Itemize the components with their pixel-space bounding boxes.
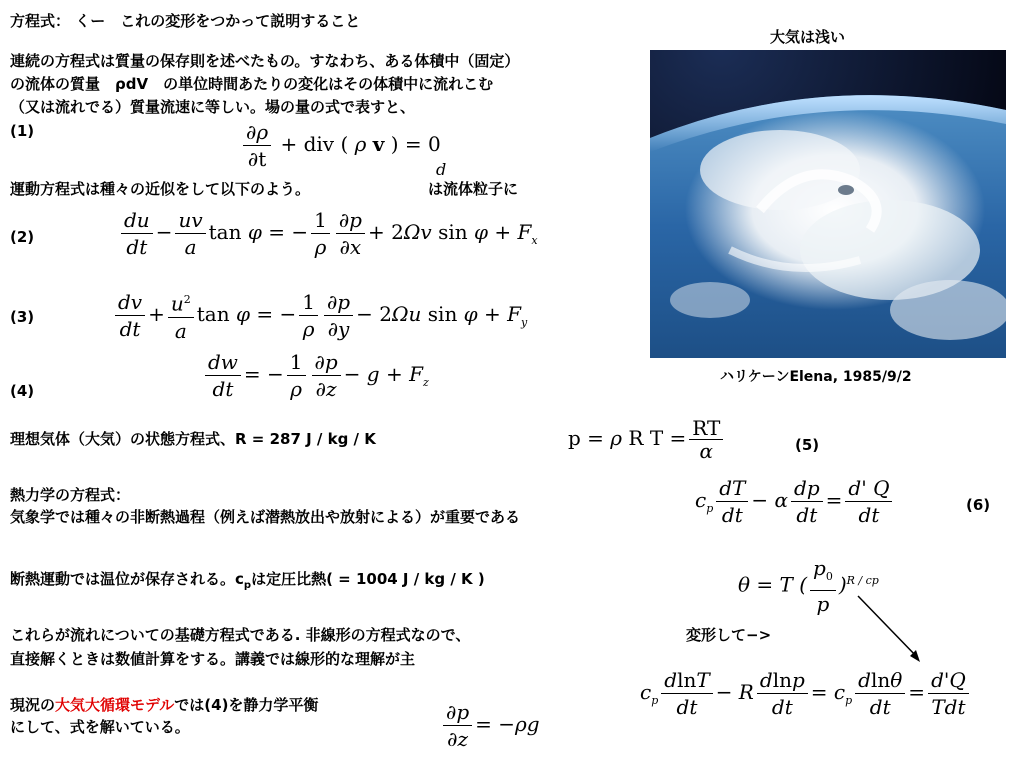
equation-number-1: (1) <box>10 122 35 140</box>
motion-equation-v: $\frac{dv}{dt}$ + $\frac{u^2}{a}$ tan φ = − $\frac{1}{\rho}$ $\frac{\partial p}{\partial y}$ − 2Ωu $\sin \varphi + F_y$ <box>112 288 527 343</box>
photo-caption: ハリケーンElena, 1985/9/2 <box>720 369 912 385</box>
photo-title: 大気は浅い <box>770 28 846 46</box>
thermo-line-2: 気象学では種々の非断熱過程（例えば潜熱放出や放射による）が重要である <box>10 508 521 526</box>
motion-note-symbol: d <box>436 160 447 179</box>
transform-label: 変形して−> <box>686 626 772 644</box>
arrow-icon <box>850 590 930 670</box>
current-line-1: 現況の大気大循環モデルでは(4)を静力学平衡 <box>10 696 319 714</box>
equation-number-5: (5) <box>795 436 820 454</box>
adiabatic-text: 断熱運動では温位が保存される。$c_p$は定圧比熱( = 1004 J / kg / K ) <box>10 570 485 591</box>
continuity-equation: $\frac{\partial\rho}{\partial t}$ + div ( ρ v ) = 0 <box>240 120 441 171</box>
continuity-line-2: の流体の質量 ρdV の単位時間あたりの変化はその体積中に流れこむ <box>10 75 494 93</box>
equation-number-3: (3) <box>10 308 35 326</box>
equation-number-2: (2) <box>10 228 35 246</box>
equation-number-6: (6) <box>966 496 991 514</box>
continuity-line-3: （又は流れでる）質量流速に等しい。場の量の式で表すと、 <box>10 98 416 116</box>
continuity-line-1: 連続の方程式は質量の保存則を述べたもの。すなわち、ある体積中（固定） <box>10 52 520 70</box>
ideal-gas-text: 理想気体（大気）の状態方程式、R = 287 J / kg / K <box>10 430 376 448</box>
basics-line-1: これらが流れについての基礎方程式である. 非線形の方程式なので、 <box>10 626 471 644</box>
hydrostatic-equation: $\frac{\partial p}{\partial z}$ = −ρg <box>440 700 540 751</box>
thermo-line-1: 熱力学の方程式： <box>10 486 131 504</box>
equation-number-4: (4) <box>10 382 35 400</box>
transformed-thermo-equation: $c_p$ $\frac{dlnT}{dt}$ − R $\frac{dlnp}{dt}$ = $c_p$ $\frac{dln\theta}{dt}$ = $\frac{d'Q}{\text{Tdt}}$ <box>640 668 972 719</box>
hurricane-photo <box>650 50 1006 358</box>
motion-note: は流体粒子に <box>428 180 519 198</box>
motion-equation-w: $\frac{dw}{dt}$ = − $\frac{1}{\rho}$ $\frac{\partial p}{\partial z}$ − $g + F_z$ <box>202 350 429 401</box>
state-equation: p = ρ R T = $\frac{RT}{\alpha}$ <box>568 418 726 461</box>
slide-heading: 方程式： くー これの変形をつかって説明すること <box>10 12 361 30</box>
motion-intro: 運動方程式は種々の近似をして以下のよう。 <box>10 180 311 198</box>
potential-temperature-equation: θ = T ( $\frac{p_0}{p}$ )$^{R / cp}$ <box>738 556 879 616</box>
thermo-equation: $c_p$ $\frac{dT}{dt}$ − α $\frac{dp}{dt}$ = $\frac{d' Q}{dt}$ <box>695 476 895 527</box>
current-line-2: にして、式を解いている。 <box>10 718 190 736</box>
motion-equation-u: $\frac{du}{dt}$ − $\frac{uv}{a}$ tan φ = − $\frac{1}{\rho}$ $\frac{\partial p}{\partial x}$ + 2Ωv $\sin \varphi + F_x$ <box>118 208 538 259</box>
basics-line-2: 直接解くときは数値計算をする。講義では線形的な理解が主 <box>10 650 416 668</box>
gcm-highlight: 大気大循環モデル <box>55 696 175 714</box>
